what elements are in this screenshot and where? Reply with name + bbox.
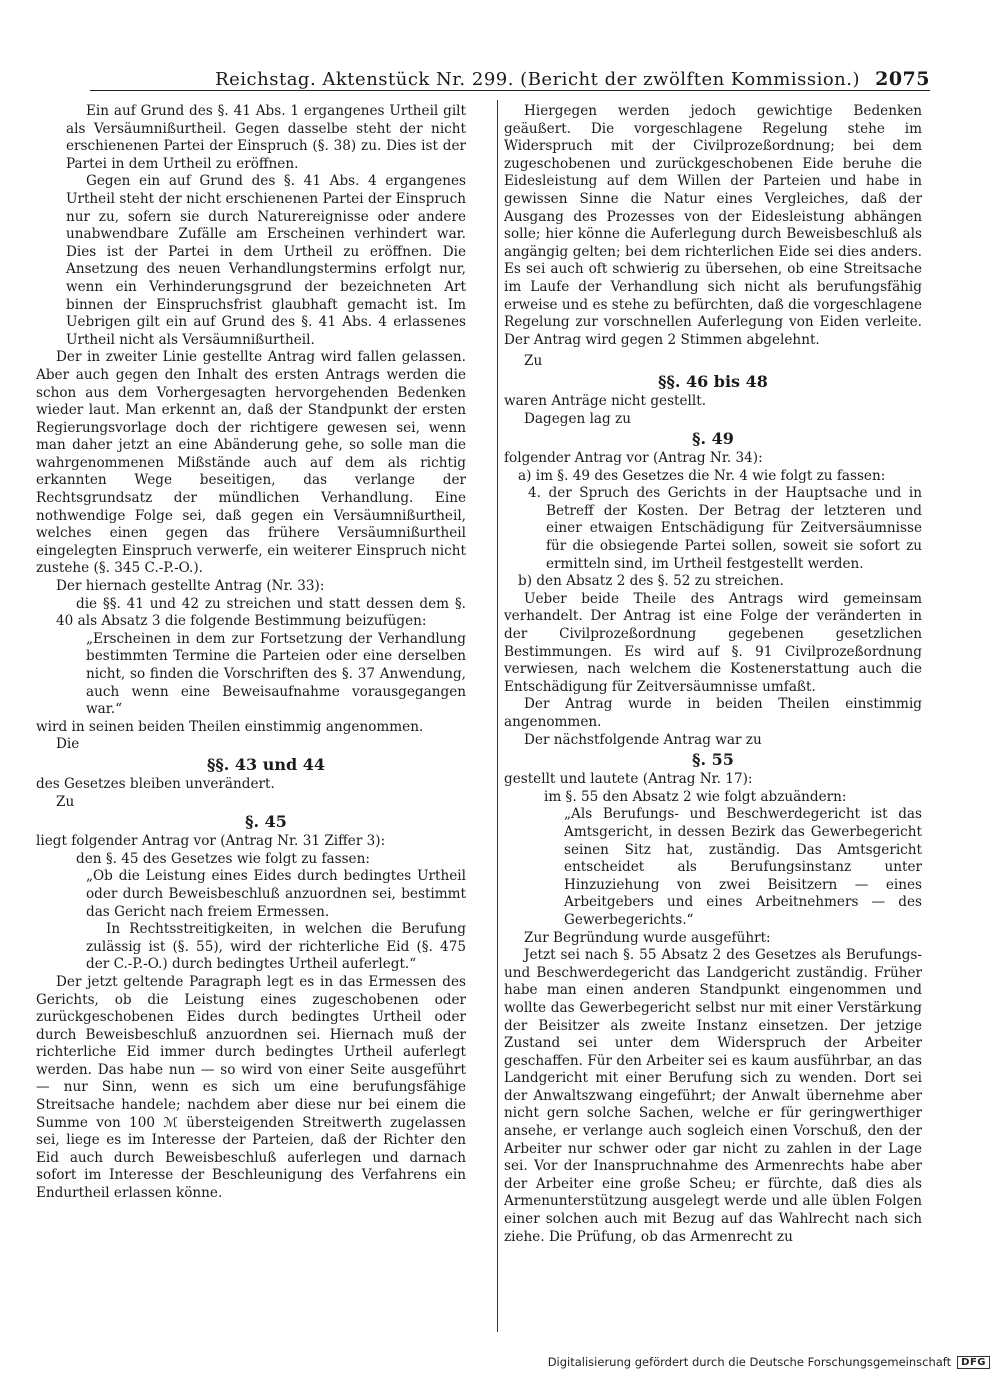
paragraph: die §§. 41 und 42 zu streichen und statt dessen dem §. 40 als Absatz 3 die folgende Bestimmung beizufügen: — [56, 595, 466, 630]
paragraph: Der nächstfolgende Antrag war zu — [524, 731, 762, 748]
quoted-provision: In Rechtsstreitigkeiten, in welchen die Berufung zulässig ist (§. 55), wird der richterliche Eid (§. 475 der C.-P.-O.) durch bedingtes Urtheil auferlegt.“ — [86, 921, 466, 973]
paragraph: wird in seinen beiden Theilen einstimmig angenommen. — [36, 718, 424, 735]
header-title: Reichstag. Aktenstück Nr. 299. (Bericht der zwölften Kommission.) — [215, 69, 861, 90]
footer-text: Digitalisierung gefördert durch die Deutsche Forschungsgemeinschaft — [547, 1355, 952, 1369]
quoted-provision: „Erscheinen in dem zur Fortsetzung der Verhandlung bestimmten Termine die Parteien oder eine derselben nicht, so finden die Vorschriften des §. 37 Anwendung, auch wenn eine Beweisaufnahme vorausgegangen war.“ — [86, 630, 466, 718]
paragraph: Ueber beide Theile des Antrags wird gemeinsam verhandelt. Der Antrag ist eine Folge der veränderten in der Civilprozeßordnung gegebenen gesetzlichen Bestimmungen. Es wird auf §. 91 Civilprozeßordnung verwiesen, nach welchem die Kostenerstattung auch die Entschädigung für Zeitversäumnisse umfaßt. — [504, 590, 922, 695]
paragraph: waren Anträge nicht gestellt. — [504, 392, 707, 409]
paragraph: Die — [56, 736, 80, 753]
page-number: 2075 — [875, 68, 930, 90]
right-column — [504, 103, 922, 1246]
dfg-logo: DFG — [957, 1356, 990, 1369]
section-heading: §. 49 — [692, 429, 734, 449]
page-header — [90, 62, 930, 91]
paragraph: Dagegen lag zu — [524, 410, 631, 427]
paragraph: im §. 55 den Absatz 2 wie folgt abzuändern: — [544, 788, 847, 805]
paragraph: den §. 45 des Gesetzes wie folgt zu fassen: — [76, 850, 370, 867]
paragraph: Hiergegen werden jedoch gewichtige Bedenken geäußert. Die vorgeschlagene Regelung stehe im Widerspruch mit der Civilprozeßordnung; bei dem zugeschobenen und zurückgeschobenen Eide beruhe die Eidesleistung auf dem Willen der Parteien und habe in gewissen Sinne die Natur eines Vergleiches, daß der Ausgang des Prozesses von der Eidesleistung abhängen solle; hier könne die Auferlegung durch Beweisbeschluß als angängig gelten; bei dem richterlichen Eide sei dies anders. Es sei auch oft schwierig zu übersehen, ob eine Streitsache im Laufe der Verhandlung sich nicht als berufungsfähig erweise und es stehe zu befürchten, daß die vorgeschlagene Regelung zur vorschnellen Auferlegung von Eiden verleite. Der Antrag wird gegen 2 Stimmen abgelehnt. — [504, 103, 923, 348]
paragraph: Zu — [56, 793, 75, 810]
paragraph: Zur Begründung wurde ausgeführt: — [524, 929, 771, 946]
paragraph: Der jetzt geltende Paragraph legt es in das Ermessen des Gerichts, ob die Leistung eines zugeschobenen oder zurückgeschobenen Eides durch bedingtes Urtheil oder durch Beweisbeschluß anzuordnen sei. Hiernach muß der richterliche Eid immer durch bedingtes Urtheil auferlegt werden. Das habe nun — so wird von einer Seite ausgeführt — nur Sinn, wenn es sich um eine berufungsfähige Streitsache handele; nachdem aber diese nur bei einem die Summe von 100 ℳ übersteigenden Streitwerth zugelassen sei, liege es im Interesse der Parteien, daß der Richter den Eid auch durch Beweisbeschluß auferlegen und darnach sofort im Interesse der Beschleunigung des Verfahrens ein Endurtheil erlassen könne. — [36, 973, 466, 1202]
paragraph: des Gesetzes bleiben unverändert. — [36, 775, 275, 792]
digitization-footer — [548, 1355, 990, 1369]
paragraph: liegt folgender Antrag vor (Antrag Nr. 31 Ziffer 3): — [36, 833, 386, 850]
paragraph: Jetzt sei nach §. 55 Absatz 2 des Gesetzes als Berufungs- und Beschwerdegericht das Landgericht zuständig. Früher habe man einen anderen Standpunkt eingenommen und wollte das Gewerbegericht selbst nur mit einer Verstärkung der Beisitzer als zweite Instanz einsetzen. Der jetzige Zustand sei unter dem Widerspruch der Arbeiter geschaffen. Für den Arbeiter sei es kaum ausführbar, an das Landgericht mit einer Berufung sich zu wenden. Dort sei der Anwaltszwang eingeführt; der Anwalt übernehme aber nicht gern solche Sachen, welche er für geringwerthiger ansehe, er verlange auch sogleich einen Vorschuß, den der Arbeiter nur schwer oder gar nicht zu zahlen in der Lage sei. Vor der Inanspruchnahme des Armenrechts habe aber der Arbeiter eine große Scheu; er fürchte, daß dies als Armenunterstützung ausgelegt werde und alle üblen Folgen einer solchen auch mit Bezug auf das Wahlrecht nach sich ziehe. Die Prüfung, ob das Armenrecht zu — [504, 947, 922, 1245]
paragraph: gestellt und lautete (Antrag Nr. 17): — [504, 771, 753, 788]
section-heading: §. 45 — [245, 812, 287, 832]
list-item: a) im §. 49 des Gesetzes die Nr. 4 wie folgt zu fassen: — [518, 467, 886, 484]
left-column — [36, 103, 466, 1203]
paragraph: Zu — [524, 353, 543, 370]
quoted-provision: „Als Berufungs- und Beschwerdegericht ist das Amtsgericht, in dessen Bezirk das Gewerbegericht seinen Sitz hat, zuständig. Das Amtsgericht entscheidet als Berufungsinstanz unter Hinzuziehung von zwei Beisitzern — eines Arbeitgebers und eines Arbeitnehmers — des Gewerbegerichts.“ — [564, 806, 922, 928]
paragraph: Der hiernach gestellte Antrag (Nr. 33): — [56, 578, 325, 595]
paragraph: Der in zweiter Linie gestellte Antrag wird fallen gelassen. Aber auch gegen den Inhalt des ersten Antrags werden die schon aus dem Vorhergesagten hervorgehenden Bedenken wieder laut. Man erkennt an, daß der Standpunkt der ersten Regierungsvorlage doch der richtigere gewesen sei, wenn man daher jetzt an eine Abänderung gehe, so solle man die wahrgenommenen Mißstände auch auf dem als richtig erkannten Wege beseitigen, das verlange der Rechtsgrundsatz der mündlichen Verhandlung. Eine nothwendige Folge sei, daß gegen ein Versäumnißurtheil, welches einen gegen das frühere Versäumnißurtheil eingelegten Einspruch verwerfe, ein weiterer Einspruch nicht zustehe (§. 345 C.-P.-O.). — [36, 349, 466, 577]
section-heading: §§. 43 und 44 — [207, 754, 325, 774]
paragraph: Gegen ein auf Grund des §. 41 Abs. 4 ergangenes Urtheil steht der nicht erschienenen Partei der Einspruch nur zu, sofern sie durch Naturereignisse oder andere unabwendbare Zufälle am Erscheinen verhindert war. Dies ist der Partei in dem Urtheil zu eröffnen. Die Ansetzung des neuen Verhandlungstermins erfolgt nur, wenn ein Verhinderungsgrund der bezeichneten Art binnen der Einspruchsfrist glaubhaft gemacht ist. Im Uebrigen gilt ein auf Grund des §. 41 Abs. 4 erlassenes Urtheil nicht als Versäumnißurtheil. — [66, 173, 466, 348]
section-heading: §. 55 — [692, 750, 734, 770]
list-item: b) den Absatz 2 des §. 52 zu streichen. — [518, 573, 784, 590]
column-divider — [497, 100, 498, 1332]
section-heading: §§. 46 bis 48 — [658, 371, 768, 391]
quoted-provision: „Ob die Leistung eines Eides durch bedingtes Urtheil oder durch Beweisbeschluß anzuordnen sei, bestimmt das Gericht nach freiem Ermessen. — [86, 868, 466, 920]
paragraph: Der Antrag wurde in beiden Theilen einstimmig angenommen. — [504, 696, 922, 730]
paragraph: folgender Antrag vor (Antrag Nr. 34): — [504, 450, 763, 467]
paragraph: Ein auf Grund des §. 41 Abs. 1 ergangenes Urtheil gilt als Versäumnißurtheil. Gegen dasselbe steht der nicht erschienenen Partei der Einspruch (§. 38) zu. Dies ist der Partei in dem Urtheil zu eröffnen. — [66, 103, 466, 172]
list-item: 4. der Spruch des Gerichts in der Hauptsache und in Betreff der Kosten. Der Betrag der letzteren und einer etwaigen Entschädigung für Zeitversäumnisse für die obsiegende Partei sollen, soweit sie sofort zu ermitteln sind, im Urtheil festgestellt werden. — [528, 485, 922, 572]
